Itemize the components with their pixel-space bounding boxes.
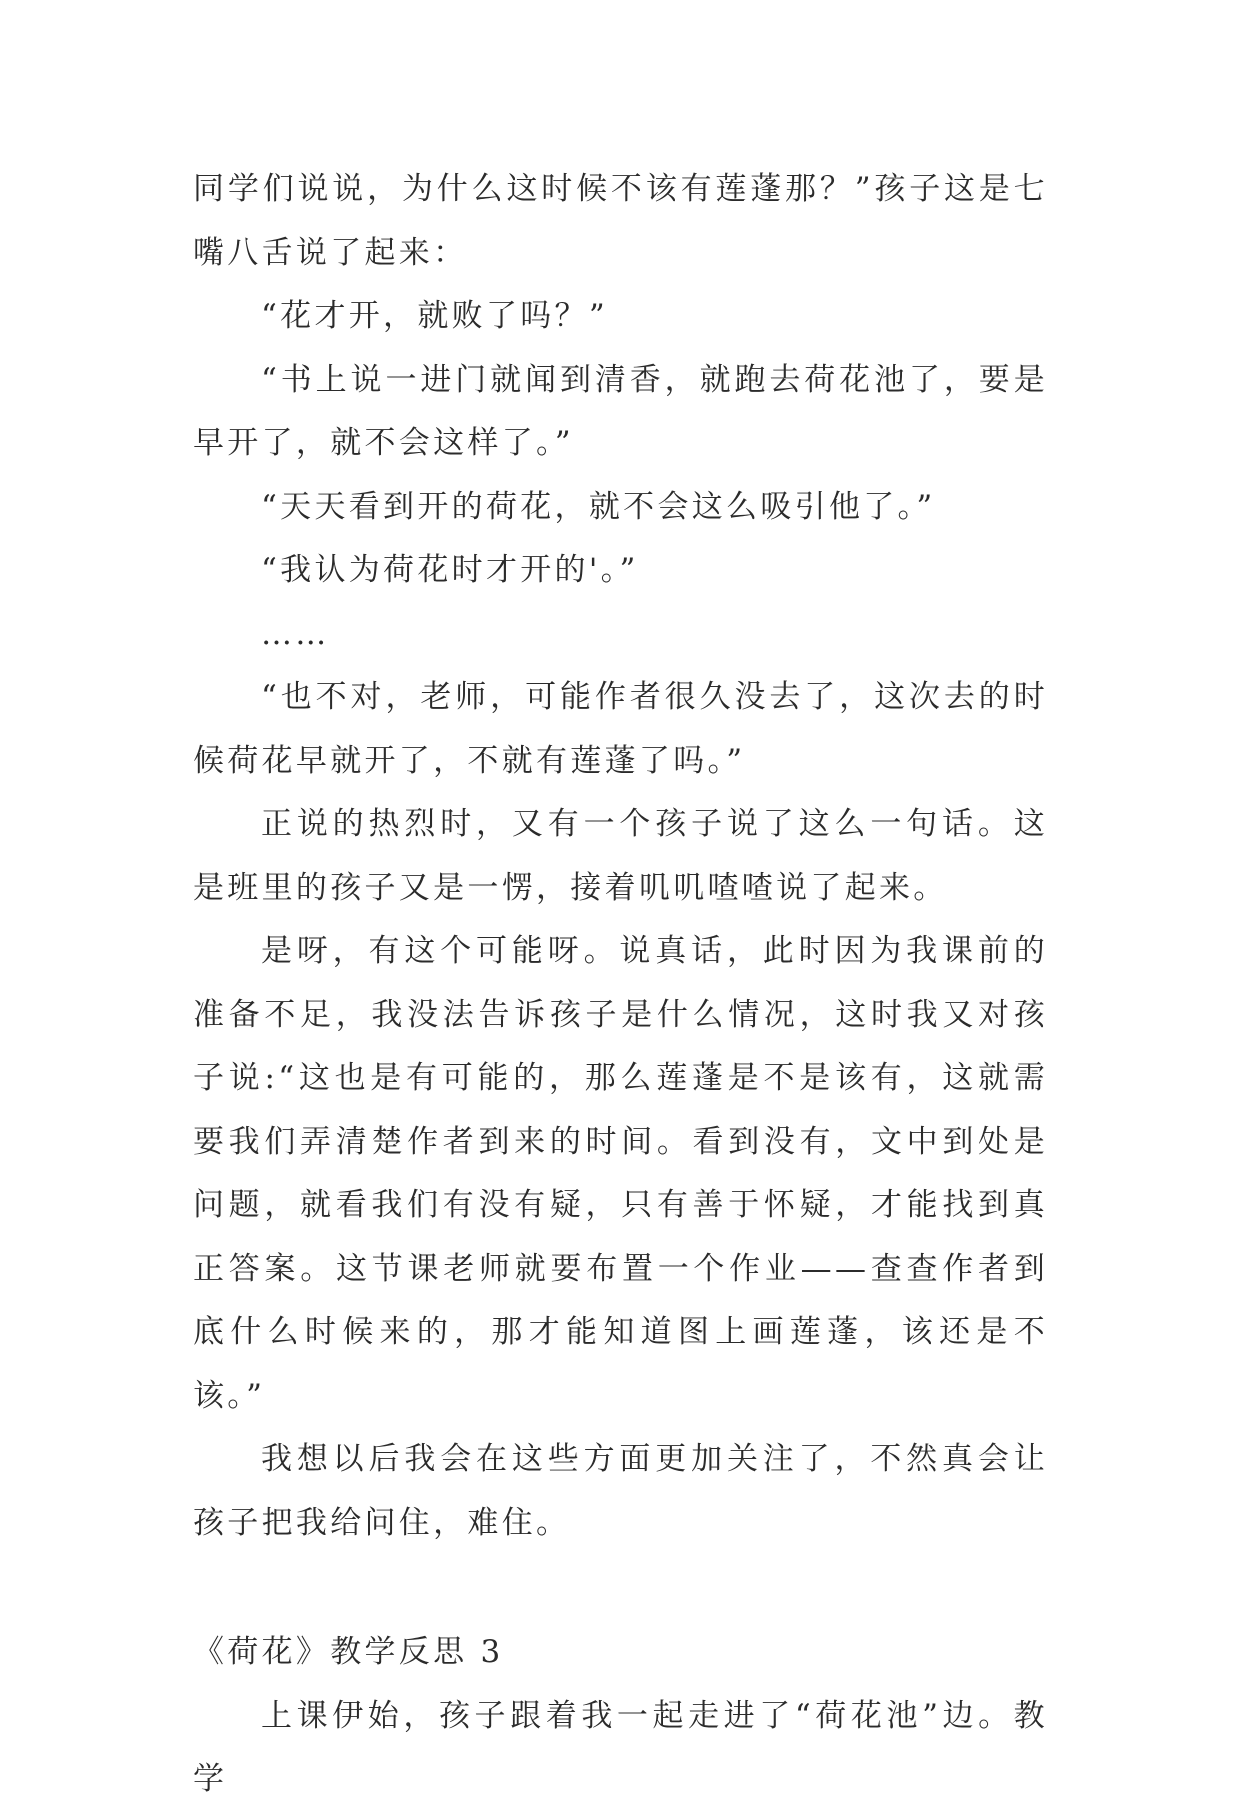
paragraph: “我认为荷花时才开的'。” bbox=[261, 552, 639, 588]
paragraph: 我想以后我会在这些方面更加关注了，不然真会让孩子把我给问住，难住。 bbox=[193, 1441, 1048, 1541]
paragraph: “书上说一进门就闻到清香，就跑去荷花池了，要是早开了，就不会这样了。” bbox=[193, 361, 1048, 461]
ellipsis-paragraph: …… bbox=[261, 615, 330, 652]
paragraph: “花才开，就败了吗？” bbox=[261, 298, 608, 334]
document-body bbox=[193, 158, 1048, 1812]
paragraph: “天天看到开的荷花，就不会这么吸引他了。” bbox=[261, 488, 936, 525]
section-heading: 《荷花》教学反思 3 bbox=[193, 1634, 504, 1670]
paragraph: “也不对，老师，可能作者很久没去了，这次去的时候荷花早就开了，不就有莲蓬了吗。” bbox=[193, 679, 1048, 779]
paragraph: 上课伊始，孩子跟着我一起走进了“荷花池”边。教学 bbox=[193, 1697, 1048, 1797]
paragraph: 同学们说说，为什么这时候不该有莲蓬那？”孩子这是七嘴八舌说了起来： bbox=[193, 171, 1048, 271]
paragraph: 正说的热烈时，又有一个孩子说了这么一句话。这是班里的孩子又是一愣，接着叽叽喳喳说了起来。 bbox=[193, 806, 1048, 906]
paragraph: 是呀，有这个可能呀。说真话，此时因为我课前的准备不足，我没法告诉孩子是什么情况，这时我又对孩子说:“这也是有可能的，那么莲蓬是不是该有，这就需要我们弄清楚作者到来的时间。看到没有，文中到处是问题，就看我们有没有疑，只有善于怀疑，才能找到真正答案。这节课老师就要布置一个作业——查查作者到底什么时候来的，那才能知道图上画莲蓬，该还是不该。” bbox=[193, 933, 1048, 1414]
